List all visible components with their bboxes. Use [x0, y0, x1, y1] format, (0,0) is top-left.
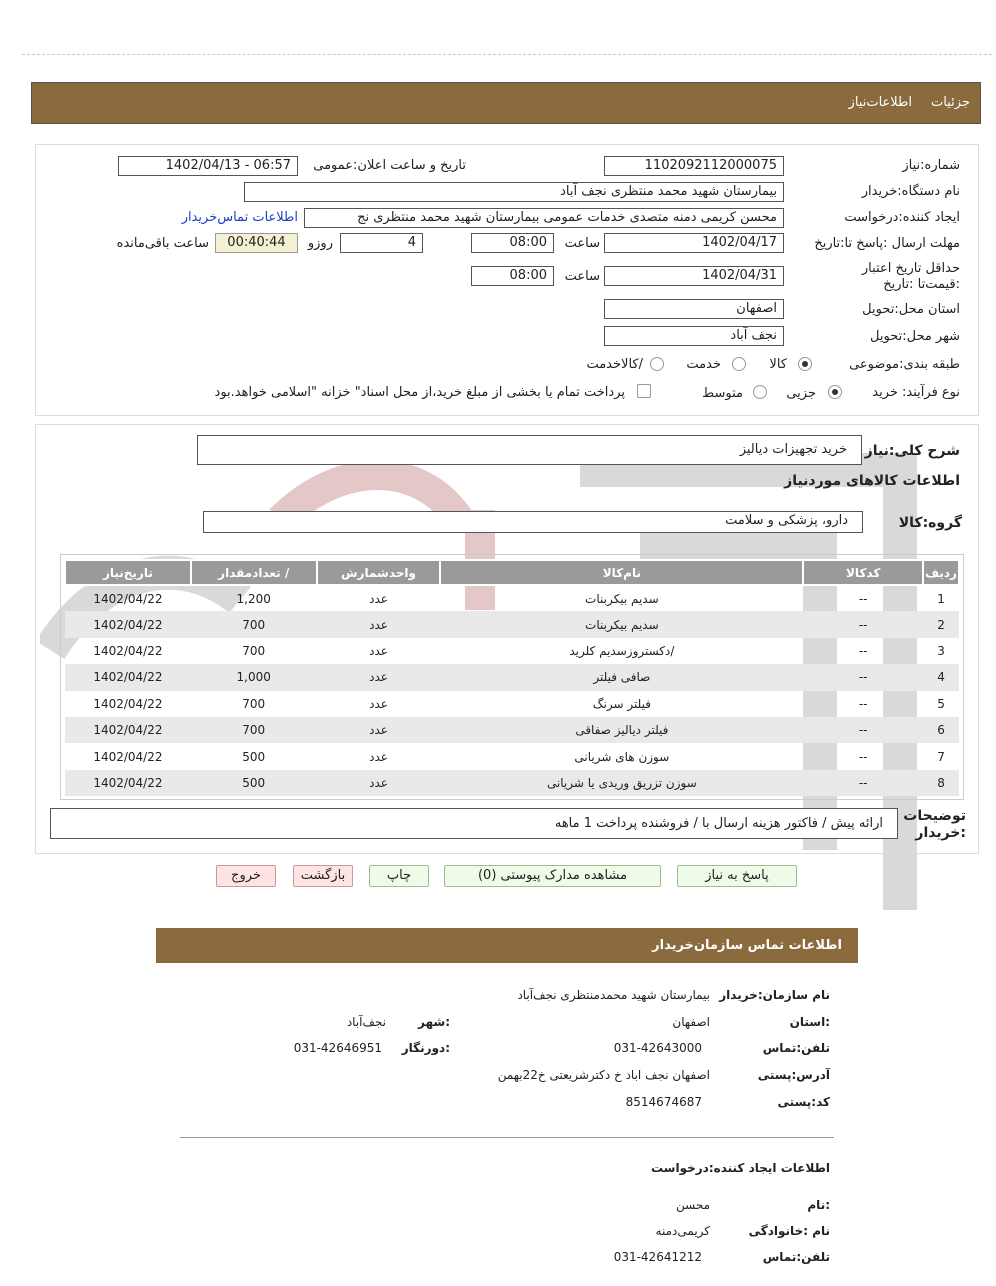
table-row	[65, 611, 959, 637]
cell-code: --	[858, 749, 868, 764]
creator-title: اطلاعات ایجاد کننده:درخواست	[650, 1161, 830, 1175]
category-service-label: خدمت	[686, 357, 721, 372]
items-table	[64, 559, 960, 796]
cell-code: --	[803, 611, 923, 637]
validity-label: حداقل تاریخ اعتبار :قیمت‌تا :تاریخ	[861, 261, 960, 292]
process-label: نوع فرآیند: خرید	[872, 385, 960, 400]
cell-code: --	[803, 717, 923, 743]
treasury-payment-checkbox[interactable]	[637, 384, 651, 398]
cell-row: 8	[923, 770, 959, 796]
cell-row: 2	[923, 611, 959, 637]
notes-field: ارائه پیش / فاکتور هزینه ارسال با / فروشنده پرداخت 1 ماهه	[50, 808, 898, 839]
cell-row: 7	[937, 749, 945, 764]
cell-unit: عدد	[317, 611, 441, 637]
cell-name: سدیم بیکربنات	[440, 611, 803, 637]
cell-code: --	[858, 591, 868, 606]
process-medium-label: متوسط	[702, 386, 743, 401]
process-partial-radio[interactable]	[828, 385, 842, 399]
cell-qty: 1,200	[236, 591, 271, 606]
category-goods-label: کالا	[769, 357, 787, 372]
cell-date: 1402/04/22	[65, 717, 191, 743]
contact-postal: 8514674687	[625, 1095, 702, 1109]
items-title: اطلاعات کالاهای موردنیاز	[784, 473, 960, 489]
breadcrumb-info[interactable]: اطلاعات‌نیاز	[848, 95, 912, 110]
col-name: نام‌کالا	[440, 560, 803, 585]
attachments-button[interactable]: مشاهده مدارک پیوستی (0)	[444, 865, 661, 887]
creator-family: کریمی‌دمنه	[655, 1224, 710, 1238]
cell-qty: 500	[242, 749, 266, 764]
days-field: 4	[340, 233, 423, 253]
col-code: کدکالا	[803, 560, 923, 585]
contact-postal-label: کد:پستی	[777, 1095, 830, 1109]
cell-unit: عدد	[317, 717, 441, 743]
process-partial-label: جزیی	[786, 386, 816, 401]
col-unit: واحدشمارش	[317, 560, 441, 585]
creator-name-label: :نام	[807, 1198, 830, 1212]
group-field: دارو، پزشکی و سلامت	[203, 511, 863, 533]
announce-label: تاریخ و ساعت اعلان:عمومی	[313, 158, 466, 173]
notes-label: توضیحات :خریدار	[903, 808, 966, 841]
contact-org-label: نام سازمان:خریدار	[719, 988, 830, 1002]
cell-unit: عدد	[317, 770, 441, 796]
creator-family-label: نام :خانوادگی	[748, 1224, 830, 1238]
category-service-radio[interactable]	[732, 357, 746, 371]
province-field: اصفهان	[604, 299, 784, 319]
contact-province: اصفهان	[672, 1015, 710, 1029]
cell-row: 4	[923, 664, 959, 690]
cell-row: 5	[937, 696, 945, 711]
cell-code: --	[803, 664, 923, 690]
days-label: روزو	[307, 236, 333, 251]
table-header-row	[65, 560, 959, 585]
buyer-contact-link[interactable]: اطلاعات تماس‌خریدار	[181, 210, 298, 225]
cell-unit: عدد	[369, 591, 388, 606]
contact-header	[156, 928, 858, 963]
back-button[interactable]: بازگشت	[293, 865, 353, 887]
table-row	[65, 585, 959, 611]
cell-name: سوزن تزریق وریدی یا شریانی	[440, 770, 803, 796]
contact-city-label: :شهر	[418, 1015, 450, 1029]
cell-date: 1402/04/22	[93, 749, 163, 764]
table-row	[65, 743, 959, 769]
table-row	[65, 664, 959, 690]
print-button[interactable]: چاپ	[369, 865, 429, 887]
need-number-label: شماره:نیاز	[902, 158, 960, 173]
need-summary-label: شرح کلی:نیاز	[864, 443, 960, 459]
cell-date: 1402/04/22	[65, 770, 191, 796]
cell-qty: 1,000	[191, 664, 317, 690]
payment-note: پرداخت تمام یا بخشی از مبلغ خرید،از محل اسناد" خزانه "اسلامی خواهد.بود	[214, 385, 625, 400]
cell-date: 1402/04/22	[93, 643, 163, 658]
cell-unit: عدد	[369, 643, 388, 658]
announce-field: 1402/04/13 - 06:57	[118, 156, 298, 176]
requester-label: ایجاد کننده:درخواست	[844, 210, 960, 225]
deadline-time-label: ساعت	[564, 236, 600, 251]
requester-field: محسن کریمی دمنه متصدی خدمات عمومی بیمارستان شهید محمد منتظری نج	[304, 208, 784, 228]
top-divider	[22, 54, 992, 55]
contact-phone-label: تلفن:تماس	[762, 1041, 830, 1055]
cell-qty: 700	[242, 696, 266, 711]
city-field: نجف آباد	[604, 326, 784, 346]
table-row	[65, 691, 959, 717]
cell-qty: 500	[191, 770, 317, 796]
col-row: ردیف	[923, 560, 959, 585]
table-row	[65, 717, 959, 743]
buyer-org-label: نام دستگاه:خریدار	[861, 184, 960, 199]
buyer-org-field: بیمارستان شهید محمد منتظری نجف آباد	[244, 182, 784, 202]
deadline-label: مهلت ارسال :پاسخ تا:تاریخ	[814, 236, 960, 251]
category-goods-service-radio[interactable]	[650, 357, 664, 371]
cell-name: /دکستروزسدیم کلرید	[569, 643, 675, 658]
process-medium-radio[interactable]	[753, 385, 767, 399]
page-header	[31, 82, 981, 124]
table-row	[65, 638, 959, 664]
reply-button[interactable]: پاسخ به نیاز	[677, 865, 797, 887]
cell-name: فیلتر دیالیز صفاقی	[440, 717, 803, 743]
cell-date: 1402/04/22	[65, 664, 191, 690]
need-summary-field: خرید تجهیزات دیالیز	[197, 435, 862, 465]
contact-fax: 031-42646951	[293, 1041, 382, 1055]
cell-row: 1	[937, 591, 945, 606]
contact-title: اطلاعات تماس سازمان‌خریدار	[652, 938, 842, 953]
cell-row: 6	[923, 717, 959, 743]
group-label: گروه:کالا	[898, 515, 962, 531]
cell-unit: عدد	[369, 749, 388, 764]
cell-name: فیلتر سرنگ	[592, 696, 651, 711]
cell-qty: 700	[191, 717, 317, 743]
col-qty: / تعدادمقدار	[191, 560, 317, 585]
contact-address: اصفهان نجف اباد خ دکترشریعتی خ22بهمن	[497, 1068, 710, 1082]
creator-name: محسن	[675, 1198, 710, 1212]
cell-qty: 700	[191, 611, 317, 637]
province-label: استان محل:تحویل	[862, 302, 960, 317]
category-goods-service-label: /کالاخدمت	[586, 357, 643, 372]
cell-code: --	[858, 643, 868, 658]
cell-code: --	[803, 770, 923, 796]
contact-fax-label: :دورنگار	[401, 1041, 450, 1055]
contact-org: بیمارستان شهید محمدمنتظری نجف‌آباد	[517, 988, 710, 1002]
cell-qty: 700	[242, 643, 266, 658]
remaining-time-field: 00:40:44	[215, 233, 298, 253]
cell-unit: عدد	[369, 696, 388, 711]
contact-address-label: آدرس:پستی	[757, 1068, 830, 1082]
cell-unit: عدد	[317, 664, 441, 690]
cell-name: سوزن های شریانی	[574, 749, 670, 764]
need-number-field: 1102092112000075	[604, 156, 784, 176]
table-row	[65, 770, 959, 796]
col-date: تاریخ‌نیاز	[65, 560, 191, 585]
cell-name: صافی فیلتر	[440, 664, 803, 690]
contact-province-label: :استان	[789, 1015, 830, 1029]
cell-row: 3	[937, 643, 945, 658]
city-label: شهر محل:تحویل	[870, 329, 960, 344]
cell-date: 1402/04/22	[93, 591, 163, 606]
contact-phone: 031-42643000	[613, 1041, 702, 1055]
cell-code: --	[858, 696, 868, 711]
exit-button[interactable]: خروج	[216, 865, 276, 887]
cell-date: 1402/04/22	[65, 611, 191, 637]
creator-phone: 031-42641212	[613, 1250, 702, 1264]
breadcrumb-details[interactable]: جزئیات	[931, 95, 970, 110]
category-label: طبقه بندی:موضوعی	[849, 357, 960, 372]
cell-name: سدیم بیکربنات	[585, 591, 659, 606]
validity-time-field: 08:00	[471, 266, 554, 286]
validity-time-label: ساعت	[564, 269, 600, 284]
cell-date: 1402/04/22	[93, 696, 163, 711]
deadline-date-field: 1402/04/17	[604, 233, 784, 253]
contact-divider	[180, 1137, 834, 1138]
category-goods-radio[interactable]	[798, 357, 812, 371]
validity-date-field: 1402/04/31	[604, 266, 784, 286]
deadline-time-field: 08:00	[471, 233, 554, 253]
contact-city: نجف‌آباد	[346, 1015, 386, 1029]
creator-phone-label: تلفن:تماس	[762, 1250, 830, 1264]
remaining-label: ساعت باقی‌مانده	[116, 236, 209, 251]
